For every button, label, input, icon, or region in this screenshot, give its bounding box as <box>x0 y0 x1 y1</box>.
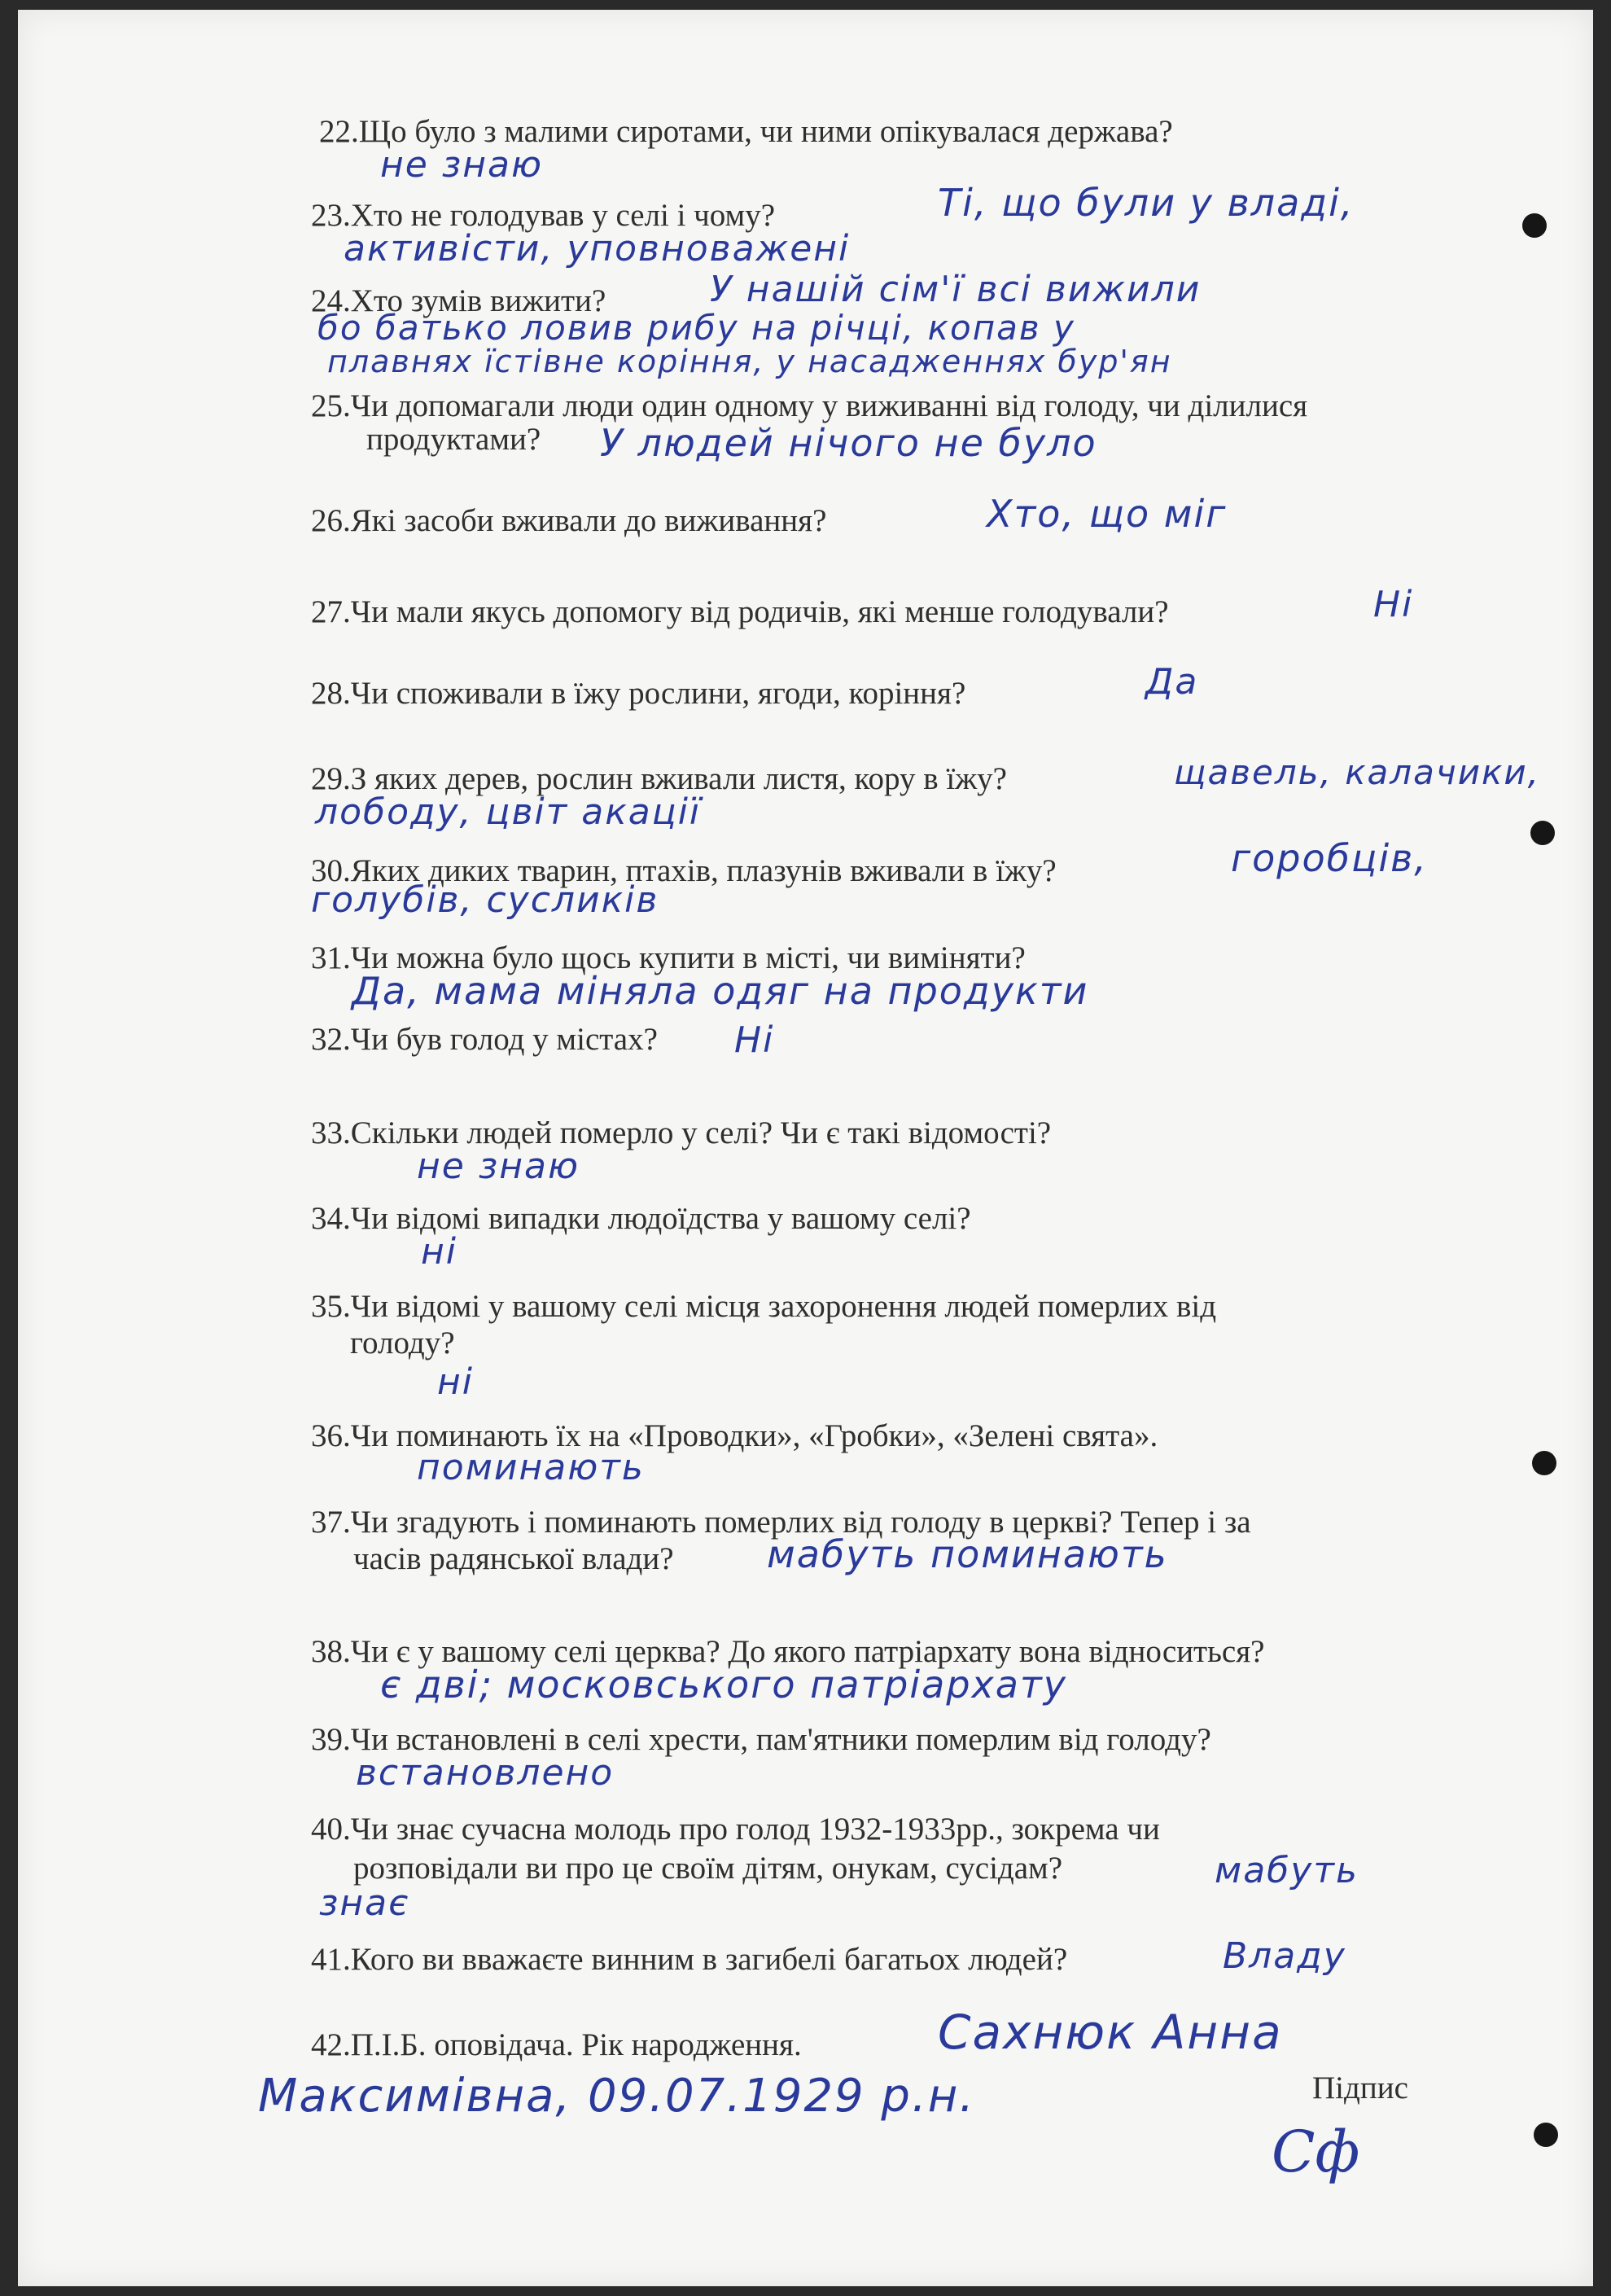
answer-24-line2: бо батько ловив рибу на річці, копав у <box>317 308 1075 348</box>
answer-32: Ні <box>734 1019 775 1061</box>
answer-36: поминають <box>417 1447 645 1488</box>
question-39: 39.Чи встановлені в селі хрести, пам'ятники померлим від голоду? <box>311 1722 1211 1757</box>
question-40: 40.Чи знає сучасна молодь про голод 1932-1933рр., зокрема чи <box>311 1812 1160 1847</box>
question-35: 35.Чи відомі у вашому селі місця захоронення людей померлих від <box>311 1289 1217 1324</box>
signature-label: Підпис <box>1312 2070 1408 2105</box>
answer-25: У людей нічого не було <box>600 421 1097 465</box>
answer-29-line1: щавель, калачики, <box>1174 752 1541 792</box>
question-31: 31.Чи можна було щось купити в місті, чи виміняти? <box>311 940 1026 975</box>
answer-42-line2: Максимівна, 09.07.1929 р.н. <box>258 2070 976 2123</box>
punch-hole <box>1530 821 1555 845</box>
answer-30-line2: голубів, сусликів <box>311 879 659 921</box>
question-35-cont: голоду? <box>350 1325 455 1361</box>
answer-28: Да <box>1145 661 1199 703</box>
question-25: 25.Чи допомагали люди один одному у виживанні від голоду, чи ділилися <box>311 388 1308 423</box>
answer-34: ні <box>421 1231 457 1273</box>
answer-39: встановлено <box>356 1752 615 1794</box>
question-23: 23.Хто не голодував у селі і чому? <box>311 198 776 233</box>
question-29: 29.З яких дерев, рослин вживали листя, кору в їжу? <box>311 761 1007 796</box>
answer-31: Да, мама міняла одяг на продукти <box>352 969 1089 1013</box>
answer-40-line1: мабуть <box>1215 1850 1359 1891</box>
answer-40-line2: знає <box>319 1882 410 1924</box>
question-36: 36.Чи поминають їх на «Проводки», «Гробки», «Зелені свята». <box>311 1418 1158 1453</box>
answer-35: ні <box>437 1361 474 1403</box>
answer-42-line1: Сахнюк Анна <box>938 2005 1283 2060</box>
answer-24-line1: У нашій сім'ї всі вижили <box>710 269 1202 310</box>
question-33: 33.Скільки людей померло у селі? Чи є такі відомості? <box>311 1115 1052 1150</box>
question-40-cont: розповідали ви про це своїм дітям, онукам, сусідам? <box>353 1851 1063 1886</box>
answer-38: є дві; московського патріархату <box>380 1663 1067 1707</box>
answer-33: не знаю <box>417 1146 580 1187</box>
punch-hole <box>1534 2123 1558 2147</box>
answer-23-line1: Ті, що були у владі, <box>938 181 1355 225</box>
question-41: 41.Кого ви вважаєте винним в загибелі багатьох людей? <box>311 1942 1068 1977</box>
question-38: 38.Чи є у вашому селі церква? До якого патріархату вона відноситься? <box>311 1634 1265 1669</box>
signature-mark: Сф <box>1272 2119 1360 2185</box>
question-30: 30.Яких диких тварин, птахів, плазунів вживали в їжу? <box>311 853 1057 888</box>
question-37-cont: часів радянської влади? <box>353 1541 674 1576</box>
questionnaire-page <box>18 10 1593 2286</box>
question-32: 32.Чи був голод у містах? <box>311 1022 658 1057</box>
question-27: 27.Чи мали якусь допомогу від родичів, які менше голодували? <box>311 594 1169 629</box>
answer-26: Хто, що міг <box>987 492 1228 536</box>
question-22: 22.Що було з малими сиротами, чи ними опікувалася держава? <box>319 114 1173 149</box>
answer-27: Ні <box>1373 584 1414 625</box>
answer-30-line1: горобців, <box>1231 836 1428 880</box>
question-25-cont: продуктами? <box>366 422 541 457</box>
answer-41: Владу <box>1223 1935 1346 1977</box>
question-37: 37.Чи згадують і поминають померлих від голоду в церкві? Тепер і за <box>311 1505 1251 1540</box>
question-28: 28.Чи споживали в їжу рослини, ягоди, коріння? <box>311 676 966 711</box>
answer-24-line3: плавнях їстівне коріння, у насадженнях бур'ян <box>327 344 1172 379</box>
answer-23-line2: активісти, уповноважені <box>344 228 851 269</box>
answer-37: мабуть поминають <box>767 1532 1168 1576</box>
question-26: 26.Які засоби вживали до виживання? <box>311 503 827 538</box>
question-42: 42.П.І.Б. оповідача. Рік народження. <box>311 2027 802 2062</box>
answer-29-line2: лободу, цвіт акації <box>315 791 702 833</box>
question-34: 34.Чи відомі випадки людоїдства у вашому селі? <box>311 1201 971 1236</box>
question-24: 24.Хто зумів вижити? <box>311 283 606 318</box>
answer-22: не знаю <box>380 144 543 186</box>
